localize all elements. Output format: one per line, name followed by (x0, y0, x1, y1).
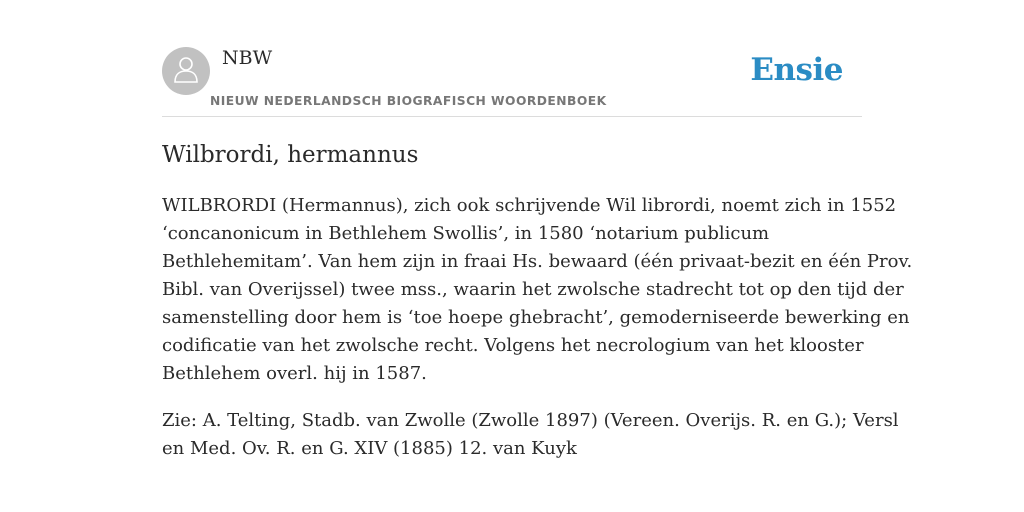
text-line: en Med. Ov. R. en G. XIV (1885) 12. van Kuyk (162, 438, 577, 459)
avatar[interactable] (162, 47, 210, 95)
entry-paragraph-1 (162, 192, 913, 388)
entry-title: Wilbrordi, hermannus (162, 142, 419, 168)
source-full-name[interactable]: NIEUW NEDERLANDSCH BIOGRAFISCH WOORDENBOEK (210, 94, 607, 108)
source-name[interactable]: NBW (222, 47, 273, 69)
user-icon (172, 54, 200, 89)
text-line: Bethlehemitam’. Van hem zijn in fraai Hs. bewaard (één privaat-bezit en één Prov. (162, 251, 913, 272)
text-line: samenstelling door hem is ‘toe hoepe ghebracht’, gemoderniseerde bewerking en (162, 307, 910, 328)
source-header (162, 46, 862, 117)
text-line: codificatie van het zwolsche recht. Volgens het necrologium van het klooster (162, 335, 864, 356)
entry-body (162, 192, 913, 482)
entry-paragraph-2 (162, 407, 899, 463)
text-line: Bibl. van Overijssel) twee mss., waarin het zwolsche stadrecht tot op den tijd der (162, 279, 904, 300)
text-line: WILBRORDI (Hermannus), zich ook schrijvende Wil librordi, noemt zich in 1552 (162, 195, 897, 216)
text-line: Zie: A. Telting, Stadb. van Zwolle (Zwolle 1897) (Vereen. Overijs. R. en G.); Versl (162, 410, 899, 431)
brand-logo[interactable]: Ensie (750, 52, 843, 88)
text-line: Bethlehem overl. hij in 1587. (162, 363, 427, 384)
text-line: ‘concanonicum in Bethlehem Swollis’, in 1580 ‘notarium publicum (162, 223, 770, 244)
